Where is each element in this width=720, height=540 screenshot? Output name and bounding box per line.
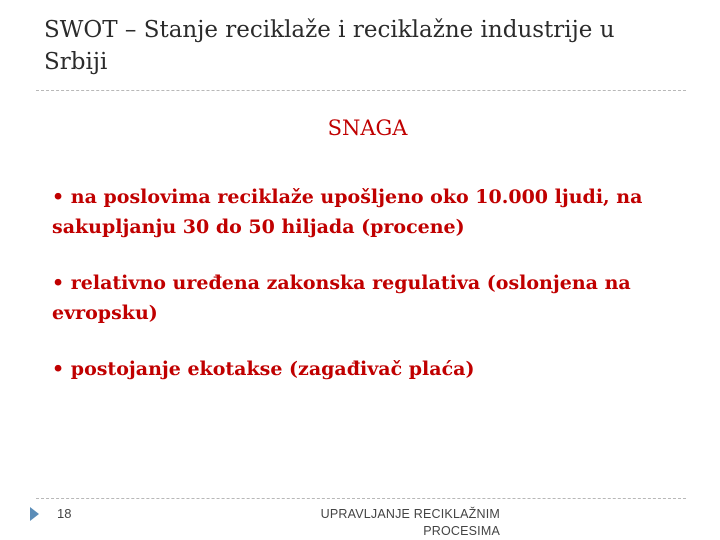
triangle-right-icon (30, 507, 39, 521)
bullet-list (52, 182, 692, 384)
title-divider (36, 90, 686, 91)
footer-title-line1: UPRAVLJANJE RECIKLAŽNIM (320, 507, 500, 521)
slide-title: SWOT – Stanje reciklaže i reciklažne industrije u Srbiji (44, 17, 615, 75)
bullet-marker: • (52, 186, 65, 208)
bullet-text: relativno uređena zakonska regulativa (oslonjena na evropsku) (52, 272, 631, 324)
footer-title-line2: PROCESIMA (423, 524, 500, 538)
bullet-text: postojanje ekotakse (zagađivač plaća) (70, 358, 475, 380)
footer-divider (36, 498, 686, 499)
bullet-text: na poslovima reciklaže upošljeno oko 10.000 ljudi, na sakupljanju 30 do 50 hiljada (procene) (52, 186, 643, 238)
bullet-item (52, 354, 692, 384)
section-heading: SNAGA (327, 116, 408, 140)
bullet-marker: • (52, 358, 65, 380)
bullet-item (52, 182, 692, 242)
page-number: 18 (57, 506, 72, 521)
bullet-item (52, 268, 692, 328)
bullet-marker: • (52, 272, 65, 294)
footer-title (300, 506, 500, 540)
